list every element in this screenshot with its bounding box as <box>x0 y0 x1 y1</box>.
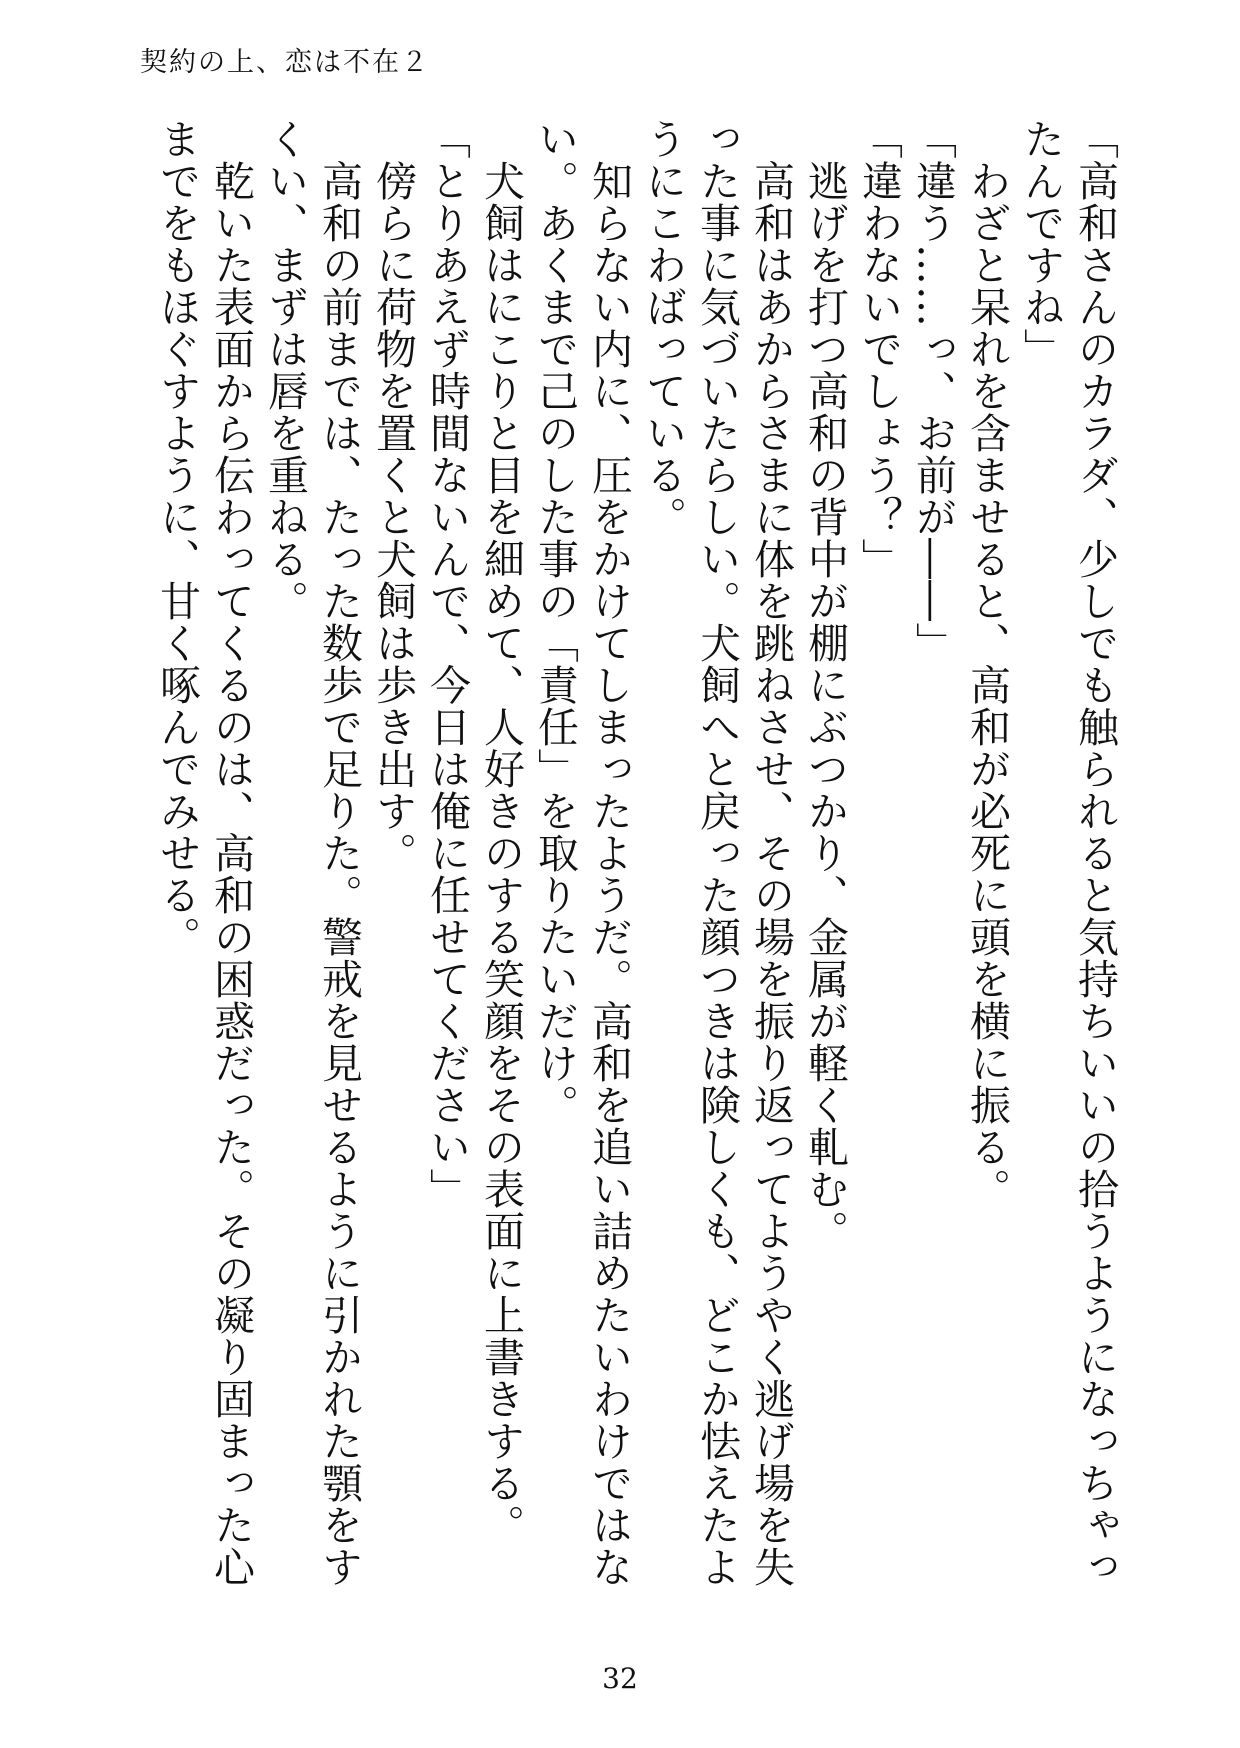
paragraph: 「違う……っ、お前が――」 <box>909 118 957 664</box>
paragraph: 傍らに荷物を置くと犬飼は歩き出す。 <box>369 118 417 874</box>
page-number: 32 <box>602 1662 638 1695</box>
paragraph: 逃げを打つ高和の背中が棚にぶつかり、金属が軽く軋む。 <box>801 118 849 1252</box>
paragraph: 「違わないでしょう？」 <box>855 118 903 580</box>
paragraph: 乾いた表面から伝わってくるのは、高和の困惑だった。その凝り固まった心までをもほぐすように、甘く啄んでみせる。 <box>153 118 255 1588</box>
running-header-title: 契約の上、恋は不在２ <box>140 47 430 78</box>
novel-body-text <box>122 118 1122 1628</box>
paragraph: わざと呆れを含ませると、高和が必死に頭を横に振る。 <box>963 118 1011 1210</box>
paragraph: 「とりあえず時間ないんで、今日は俺に任せてください」 <box>423 118 471 1210</box>
paragraph: 高和はあからさまに体を跳ねさせ、その場を振り返ってようやく逃げ場を失った事に気づいたらしい。犬飼へと戻った顔つきは険しくも、どこか怯えたようにこわばっている。 <box>639 118 795 1588</box>
paragraph: 犬飼はにこりと目を細めて、人好きのする笑顔をその表面に上書きする。 <box>477 118 525 1546</box>
paragraph: 高和の前までは、たった数歩で足りた。警戒を見せるように引かれた顎をすくい、まずは唇を重ねる。 <box>261 118 363 1588</box>
paragraph: 知らない内に、圧をかけてしまったようだ。高和を追い詰めたいわけではない。あくまで己のした事の「責任」を取りたいだけ。 <box>531 118 633 1588</box>
paragraph: 「高和さんのカラダ、少しでも触られると気持ちいいの拾うようになっちゃったんですね」 <box>1017 118 1119 1588</box>
